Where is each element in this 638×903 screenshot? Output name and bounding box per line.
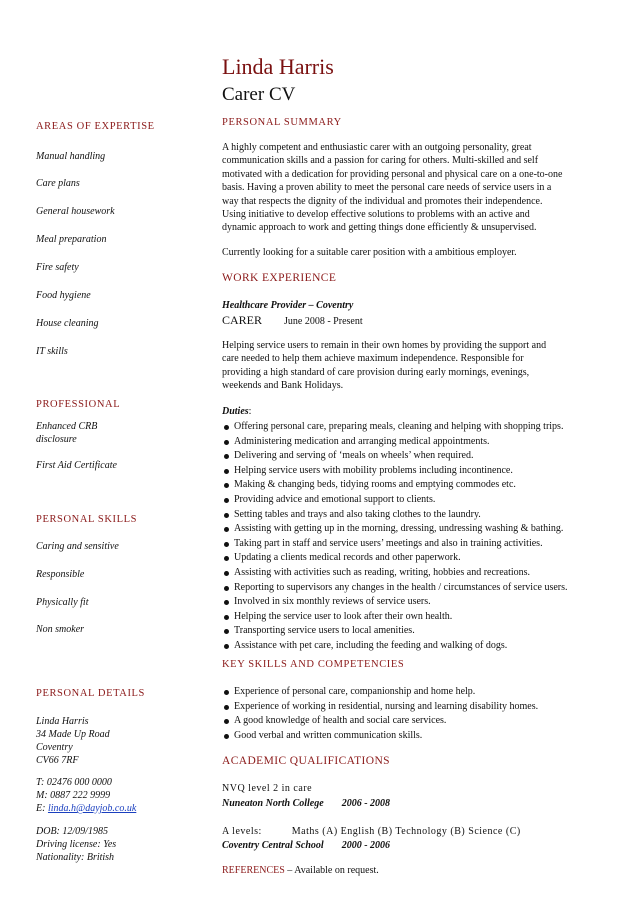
duty-item: Offering personal care, preparing meals, cleaning and helping with shopping trips. [222,420,617,435]
expertise-item: IT skills [36,346,68,357]
personal-skill-item: Responsible [36,569,85,580]
job-description-line: weekends and Bank Holidays. [222,380,344,392]
nvq-school: Nuneaton North College [222,798,324,809]
duty-item: Delivering and serving of ‘meals on wheels’ when required. [222,449,617,464]
details-name: Linda Harris [36,716,89,727]
duty-item: Helping service users with mobility problems including incontinence. [222,464,617,479]
expertise-item: General housework [36,206,115,217]
email-link[interactable]: linda.h@dayjob.co.uk [47,803,137,814]
duty-item: Assisting with getting up in the morning, dressing, undressing washing & bathing. [222,522,617,537]
professional-item: disclosure [36,434,77,445]
duty-item: Providing advice and emotional support to clients. [222,493,617,508]
key-skill-item: A good knowledge of health and social care services. [222,714,617,729]
job-description-line: care needed to help them achieve maximum independence. Responsible for [222,353,524,365]
key-skill-item: Good verbal and written communication skills. [222,729,617,744]
expertise-heading: AREAS OF EXPERTISE [36,121,155,132]
professional-item: First Aid Certificate [36,460,117,471]
cv-title: Carer CV [222,84,296,105]
details-nationality: Nationality: British [36,852,115,863]
details-mobile: M: 0887 222 9999 [36,790,111,801]
duty-item: Making & changing beds, tidying rooms and emptying commodes etc. [222,478,617,493]
details-address-line: 34 Made Up Road [36,729,110,740]
work-heading: WORK EXPERIENCE [222,272,337,284]
references-line [222,865,379,876]
job-description-line: Helping service users to remain in their own homes by providing the support and [222,340,547,351]
duty-item: Administering medication and arranging medical appointments. [222,435,617,450]
duties-label [222,406,251,417]
summary-line: motivated with a dedication for providing personal and physical care on a one-to-one [222,168,563,180]
professional-item: Enhanced CRB [36,421,98,432]
duties-list [222,420,617,654]
summary-line: basis. Having a proven ability to meet the personal care needs of service users in a [222,182,552,194]
nvq-years: 2006 - 2008 [341,798,391,809]
qualification-alevels [222,826,521,837]
job-role: CARER [222,313,263,327]
personal-skill-item: Physically fit [36,597,89,608]
expertise-item: Manual handling [36,151,106,162]
summary-paragraph [222,141,602,235]
references-label: REFERENCES [222,865,285,876]
details-phone: T: 02476 000 0000 [36,777,112,788]
qualification-nvq: NVQ level 2 in care [222,783,313,794]
expertise-item: Fire safety [36,262,79,273]
expertise-item: Meal preparation [36,234,107,245]
alevels-years: 2000 - 2006 [341,840,391,851]
duty-item: Involved in six monthly reviews of service users. [222,595,617,610]
cv-name: Linda Harris [222,54,334,79]
summary-line: Using initiative to develop effective solutions to problems with an active and [222,209,530,221]
summary-line: way that respects the dignity of the individual and promotes their independence. [222,195,543,207]
job-dates: June 2008 - Present [284,316,363,327]
professional-heading: PROFESSIONAL [36,399,121,410]
duties-label-text: Duties [222,406,249,417]
summary-line: dynamic approach to work and getting things done efficiently & unsupervised. [222,222,537,234]
details-dob: DOB: 12/09/1985 [36,826,108,837]
expertise-item: Care plans [36,178,80,189]
expertise-item: House cleaning [36,318,99,329]
details-email-row [36,802,136,815]
personal-skill-item: Caring and sensitive [36,541,119,552]
qualification-nvq-school [222,798,390,809]
summary-line: communication skills and a passion for caring for others. Multi-skilled and self [222,155,539,167]
job-description-line: providing a high standard of care provision during early mornings, evenings, [222,366,530,378]
details-address-line: CV66 7RF [36,755,79,766]
personal-skill-item: Non smoker [36,624,85,635]
duty-item: Setting tables and trays and also taking clothes to the laundry. [222,508,617,523]
duty-item: Transporting service users to local amenities. [222,624,617,639]
job-description [222,339,602,393]
key-skills-heading: KEY SKILLS AND COMPETENCIES [222,659,405,670]
duty-item: Taking part in staff and service users’ meetings and also in training activities. [222,537,617,552]
duties-colon: : [248,406,252,417]
key-skills-list [222,685,617,743]
expertise-item: Food hygiene [36,290,91,301]
duty-item: Assisting with activities such as reading, writing, hobbies and recreations. [222,566,617,581]
key-skill-item: Experience of working in residential, nursing and learning disability homes. [222,700,617,715]
summary-heading: PERSONAL SUMMARY [222,117,342,128]
summary-looking: Currently looking for a suitable carer position with a ambitious employer. [222,247,517,258]
details-license: Driving license: Yes [36,839,117,850]
summary-line: A highly competent and enthusiastic carer with an outgoing personality, great [222,142,532,153]
duty-item: Updating a clients medical records and other paperwork. [222,551,617,566]
alevels-label: A levels: [222,826,262,837]
job-role-line [222,313,363,328]
alevels-school: Coventry Central School [222,840,324,851]
details-address-line: Coventry [36,742,73,753]
job-employer: Healthcare Provider – Coventry [222,300,354,311]
alevels-subjects: Maths (A) English (B) Technology (B) Science (C) [291,826,521,837]
qualification-alevels-school [222,840,390,851]
duty-item: Assistance with pet care, including the feeding and walking of dogs. [222,639,617,654]
duty-item: Helping the service user to look after their own health. [222,610,617,625]
personal-skills-heading: PERSONAL SKILLS [36,514,138,525]
personal-details-heading: PERSONAL DETAILS [36,688,145,699]
details-email-prefix: E: [36,803,48,814]
key-skill-item: Experience of personal care, companionship and home help. [222,685,617,700]
academic-heading: ACADEMIC QUALIFICATIONS [222,755,390,767]
duty-item: Reporting to supervisors any changes in the health / circumstances of service users. [222,581,617,596]
references-text: – Available on request. [284,865,379,876]
